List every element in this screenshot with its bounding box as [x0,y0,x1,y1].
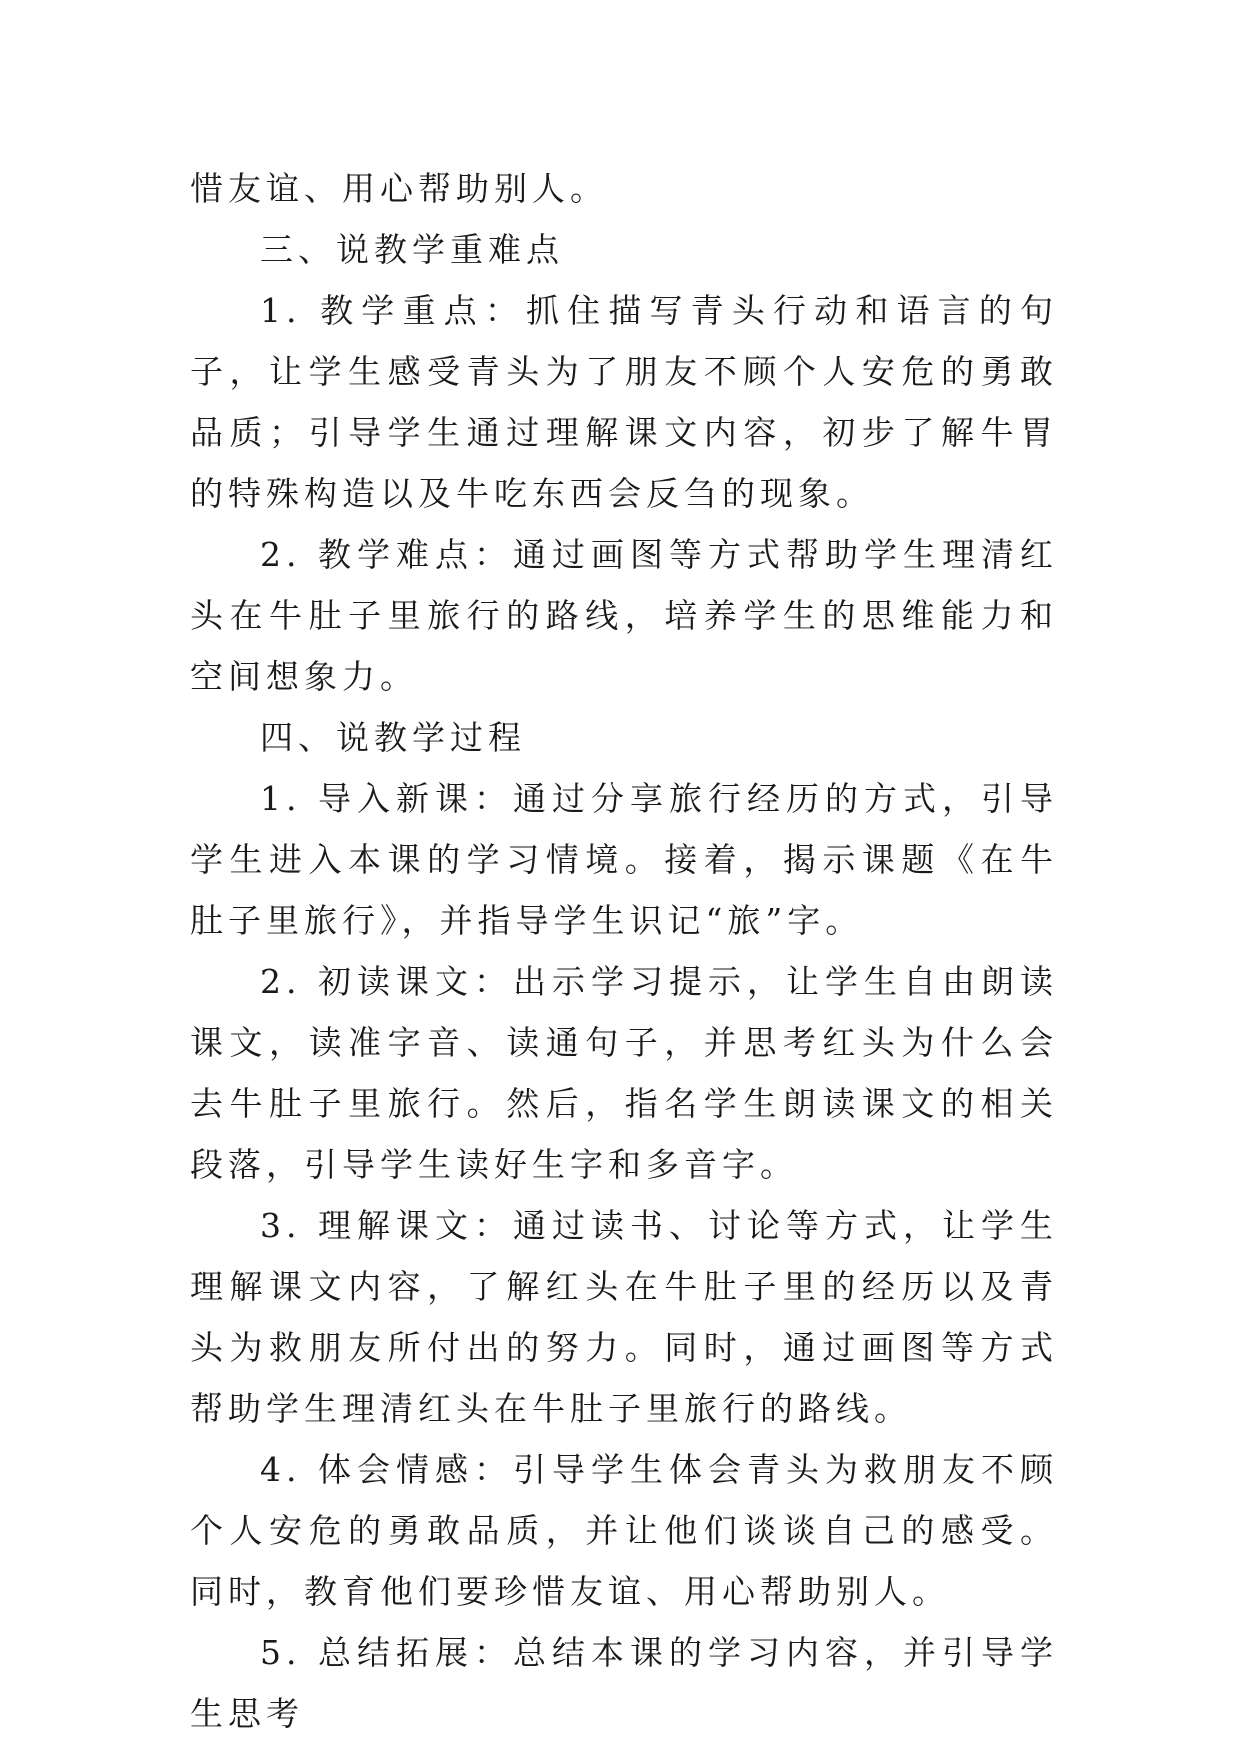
document-body [190,158,1058,1744]
section-heading-key-points: 三、说教学重难点 [260,230,564,269]
paragraph-first-reading: 2. 初读课文：出示学习提示，让学生自由朗读课文，读准字音、读通句子，并思考红头为什么会去牛肚子里旅行。然后，指名学生朗读课文的相关段落，引导学生读好生字和多音字。 [190,962,1058,1184]
paragraph-teaching-focus: 1. 教学重点：抓住描写青头行动和语言的句子，让学生感受青头为了朋友不顾个人安危的勇敢品质；引导学生通过理解课文内容，初步了解牛胃的特殊构造以及牛吃东西会反刍的现象。 [190,291,1058,513]
section-heading-teaching-process: 四、说教学过程 [260,718,526,757]
paragraph-emotion: 4. 体会情感：引导学生体会青头为救朋友不顾个人安危的勇敢品质，并让他们谈谈自己的感受。同时，教育他们要珍惜友谊、用心帮助别人。 [190,1450,1058,1611]
paragraph-understanding: 3. 理解课文：通过读书、讨论等方式，让学生理解课文内容，了解红头在牛肚子里的经历以及青头为救朋友所付出的努力。同时，通过画图等方式帮助学生理清红头在牛肚子里旅行的路线。 [190,1206,1058,1428]
paragraph-introduction: 1. 导入新课：通过分享旅行经历的方式，引导学生进入本课的学习情境。接着，揭示课题《在牛肚子里旅行》，并指导学生识记“旅”字。 [190,779,1058,940]
paragraph-continuation: 惜友谊、用心帮助别人。 [190,169,608,208]
paragraph-teaching-difficulty: 2. 教学难点：通过画图等方式帮助学生理清红头在牛肚子里旅行的路线，培养学生的思维能力和空间想象力。 [190,535,1058,696]
paragraph-summary: 5. 总结拓展：总结本课的学习内容，并引导学生思考 [190,1633,1058,1733]
